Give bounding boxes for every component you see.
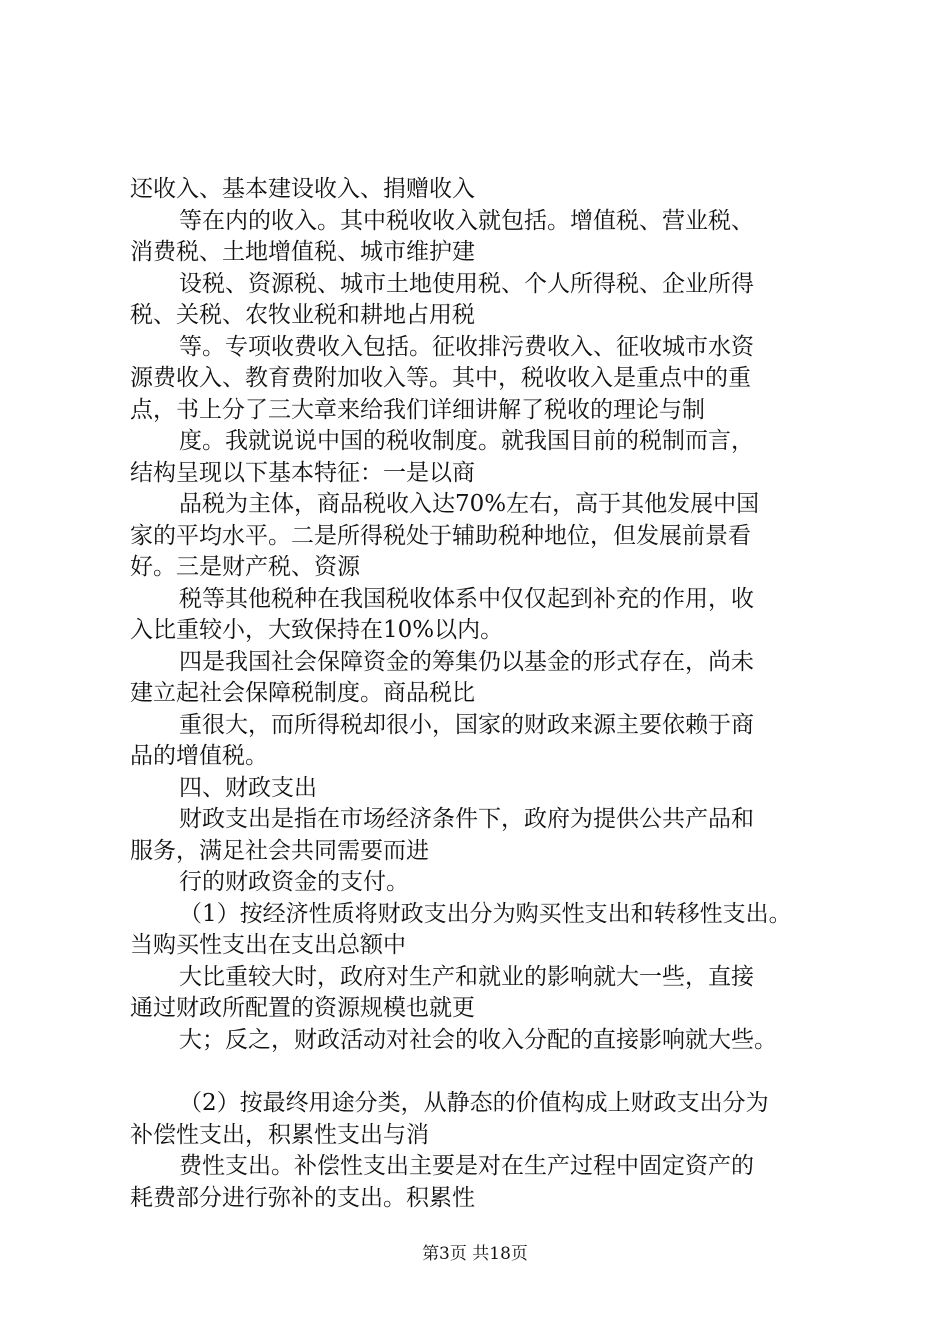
text-line: 结构呈现以下基本特征：一是以商: [130, 459, 475, 486]
text-line: 家的平均水平。二是所得税处于辅助税种地位，但发展前景看: [130, 522, 751, 549]
paragraph-gap: [130, 1056, 850, 1088]
text-line: 品税为主体，商品税收入达70%左右，高于其他发展中国: [179, 491, 760, 517]
text-line: 消费税、土地增值税、城市维护建: [130, 239, 475, 265]
text-line: 品的增值税。: [130, 743, 268, 769]
text-line: 行的财政资金的支付。: [179, 869, 409, 895]
text-line: 四、财政支出: [179, 774, 317, 801]
text-line: 大；反之，财政活动对社会的收入分配的直接影响就大些。: [179, 1026, 777, 1053]
text-line: 大比重较大时，政府对生产和就业的影响就大一些，直接: [179, 963, 754, 990]
text-line: 等在内的收入。其中税收收入就包括。增值税、营业税、: [179, 207, 754, 234]
text-line: 当购买性支出在支出总额中: [130, 932, 406, 958]
body-text: [130, 174, 850, 1214]
text-line: 税等其他税种在我国税收体系中仅仅起到补充的作用，收: [179, 585, 754, 612]
text-line: （1）按经济性质将财政支出分为购买性支出和转移性支出。: [179, 900, 792, 927]
text-line: 入比重较小，大致保持在10%以内。: [130, 617, 504, 643]
text-line: 四是我国社会保障资金的筹集仍以基金的形式存在，尚未: [179, 648, 754, 675]
text-line: 点，书上分了三大章来给我们详细讲解了税收的理论与制: [130, 396, 705, 423]
page-footer: 第3页 共18页: [422, 1244, 528, 1264]
text-line: 设税、资源税、城市土地使用税、个人所得税、企业所得: [179, 270, 754, 297]
text-line: 通过财政所配置的资源规模也就更: [130, 995, 475, 1021]
text-line: 费性支出。补偿性支出主要是对在生产过程中固定资产的: [179, 1153, 754, 1179]
text-line: 补偿性支出，积累性支出与消: [130, 1121, 429, 1148]
text-line: 服务，满足社会共同需要而进: [130, 837, 429, 864]
text-line: 度。我就说说中国的税收制度。就我国目前的税制而言，: [179, 428, 754, 454]
text-line: 等。专项收费收入包括。征收排污费收入、征收城市水资: [179, 333, 754, 360]
text-line: 建立起社会保障税制度。商品税比: [130, 680, 475, 706]
text-line: 财政支出是指在市场经济条件下，政府为提供公共产品和: [179, 806, 754, 832]
text-line: 重很大，而所得税却很小，国家的财政来源主要依赖于商: [179, 711, 754, 738]
text-line: 好。三是财产税、资源: [130, 554, 360, 580]
text-line: （2）按最终用途分类，从静态的价值构成上财政支出分为: [179, 1090, 769, 1116]
text-line: 源费收入、教育费附加收入等。其中，税收收入是重点中的重: [130, 365, 751, 391]
text-line: 还收入、基本建设收入、捐赠收入: [130, 176, 475, 202]
text-line: 耗费部分进行弥补的支出。积累性: [130, 1184, 475, 1211]
text-line: 税、关税、农牧业税和耕地占用税: [130, 302, 475, 328]
